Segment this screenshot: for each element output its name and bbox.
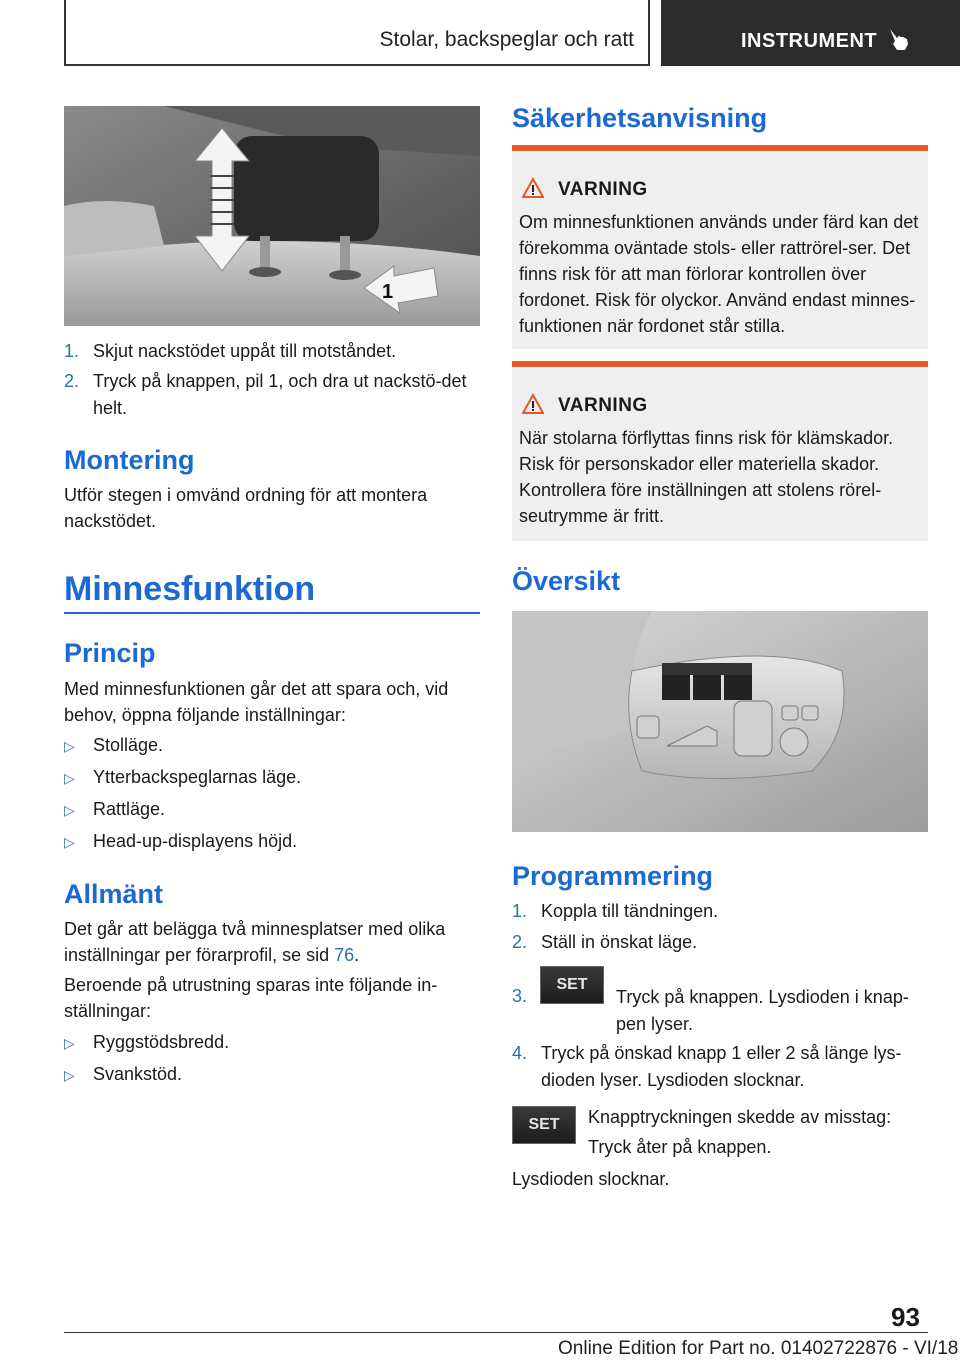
bullet-text: Stolläge.	[93, 735, 164, 755]
step-number: 1.	[64, 341, 80, 361]
bullet-text: Rattläge.	[93, 799, 166, 819]
image-callout-1: 1	[382, 281, 394, 303]
bullet-triangle-icon: ▷	[64, 1035, 75, 1051]
set-button-icon: SET	[512, 1106, 576, 1144]
bullet-text: Ytterbackspeglarnas läge.	[93, 767, 302, 787]
list-item	[64, 764, 480, 791]
step-text: Tryck på knappen, pil 1, och dra ut nackstö-det helt.	[93, 371, 467, 418]
final-text: Lysdioden slocknar.	[512, 1169, 670, 1189]
bullet-text: Svankstöd.	[93, 1064, 183, 1084]
step-number: 1.	[512, 901, 528, 921]
section-title: Stolar, backspeglar och ratt	[379, 28, 634, 51]
misstag-line-1: Knapptryckningen skedde av misstag:	[588, 1107, 892, 1127]
step-text: Skjut nackstödet uppåt till motståndet.	[93, 341, 397, 361]
warning-text: Om minnesfunktionen används under färd kan det förekomma oväntade stols- eller rattrörel-ser. Det finns risk för att man förlorar kontrollen över fordonet. Risk för olyckor. Använd endast minnes-funktionen när fordonet står stilla.	[519, 212, 919, 336]
warning-title: VARNING	[558, 179, 648, 200]
bullet-triangle-icon: ▷	[64, 1067, 75, 1083]
list-item	[64, 368, 480, 422]
heading-montering: Montering	[64, 445, 195, 475]
step-text: Ställ in önskat läge.	[541, 932, 698, 952]
bullet-text: Head-up-displayens höjd.	[93, 831, 298, 851]
heading-rule	[64, 612, 480, 614]
step-text: Tryck på knappen. Lysdioden i knap-pen lyser.	[616, 987, 909, 1034]
list-item	[512, 1040, 928, 1094]
bullet-text: Ryggstödsbredd.	[93, 1032, 230, 1052]
step-text: Koppla till tändningen.	[541, 901, 719, 921]
warning-triangle-icon	[522, 177, 544, 199]
allmant-text-1b: .	[354, 945, 360, 965]
bullet-triangle-icon: ▷	[64, 738, 75, 754]
list-item	[64, 338, 480, 365]
heading-oversikt: Översikt	[512, 566, 621, 596]
list-item	[64, 732, 480, 759]
step-number: 2.	[64, 371, 80, 391]
step-3-text-line-1	[616, 984, 928, 1038]
seat-controls-illustration	[512, 611, 928, 832]
heading-sakerhetsanvisning: Säkerhetsanvisning	[512, 103, 768, 133]
princip-text: Med minnesfunktionen går det att spara och, vid behov, öppna följande inställningar:	[64, 679, 449, 725]
headrest-illustration	[64, 106, 480, 326]
chapter-tab-label: INSTRUMENT	[741, 30, 878, 52]
page-reference-link[interactable]: 76	[334, 945, 355, 965]
warning-title: VARNING	[558, 395, 648, 416]
warning-box	[512, 361, 928, 541]
allmant-text-1	[64, 916, 480, 968]
heading-allmant: Allmänt	[64, 879, 164, 909]
allmant-text-1a: Det går att belägga två minnesplatser med olika inställningar per förarprofil, se sid	[64, 919, 446, 965]
set-button-icon: SET	[540, 966, 604, 1004]
list-item	[64, 1029, 480, 1056]
heading-princip: Princip	[64, 638, 156, 668]
headrest-image	[64, 106, 480, 326]
list-item	[64, 1061, 480, 1088]
heading-programmering: Programmering	[512, 861, 714, 891]
bullet-triangle-icon: ▷	[64, 834, 75, 850]
seat-controls-image	[512, 611, 928, 832]
chapter-tab[interactable]	[661, 0, 960, 66]
pointing-hand-icon	[887, 26, 911, 52]
list-item	[512, 929, 928, 956]
list-item	[64, 828, 480, 855]
bullet-triangle-icon: ▷	[64, 802, 75, 818]
warning-triangle-icon	[522, 393, 544, 415]
list-item	[512, 898, 928, 925]
misstag-line-2: Tryck åter på knappen.	[588, 1137, 772, 1157]
footer-rule	[64, 1332, 928, 1333]
montering-text: Utför stegen i omvänd ordning för att montera nackstödet.	[64, 485, 428, 531]
step-text: Tryck på önskad knapp 1 eller 2 så länge lys-dioden lyser. Lysdioden slocknar.	[541, 1043, 902, 1090]
warning-box	[512, 145, 928, 349]
warning-text: När stolarna förflyttas finns risk för klämskador. Risk för personskador eller materiella skador. Kontrollera före inställningen att stolens rörel-seutrymme är fritt.	[519, 428, 894, 526]
page-number: 93	[891, 1302, 920, 1332]
section-header	[64, 0, 650, 66]
step-number: 3.	[512, 986, 528, 1006]
edition-note: Online Edition for Part no. 01402722876 - VI/18	[558, 1338, 959, 1359]
bullet-triangle-icon: ▷	[64, 770, 75, 786]
step-number: 4.	[512, 1043, 528, 1063]
allmant-text-2: Beroende på utrustning sparas inte följande in-ställningar:	[64, 975, 438, 1021]
step-number: 2.	[512, 932, 528, 952]
heading-minnesfunktion: Minnesfunktion	[64, 570, 316, 608]
list-item	[64, 796, 480, 823]
